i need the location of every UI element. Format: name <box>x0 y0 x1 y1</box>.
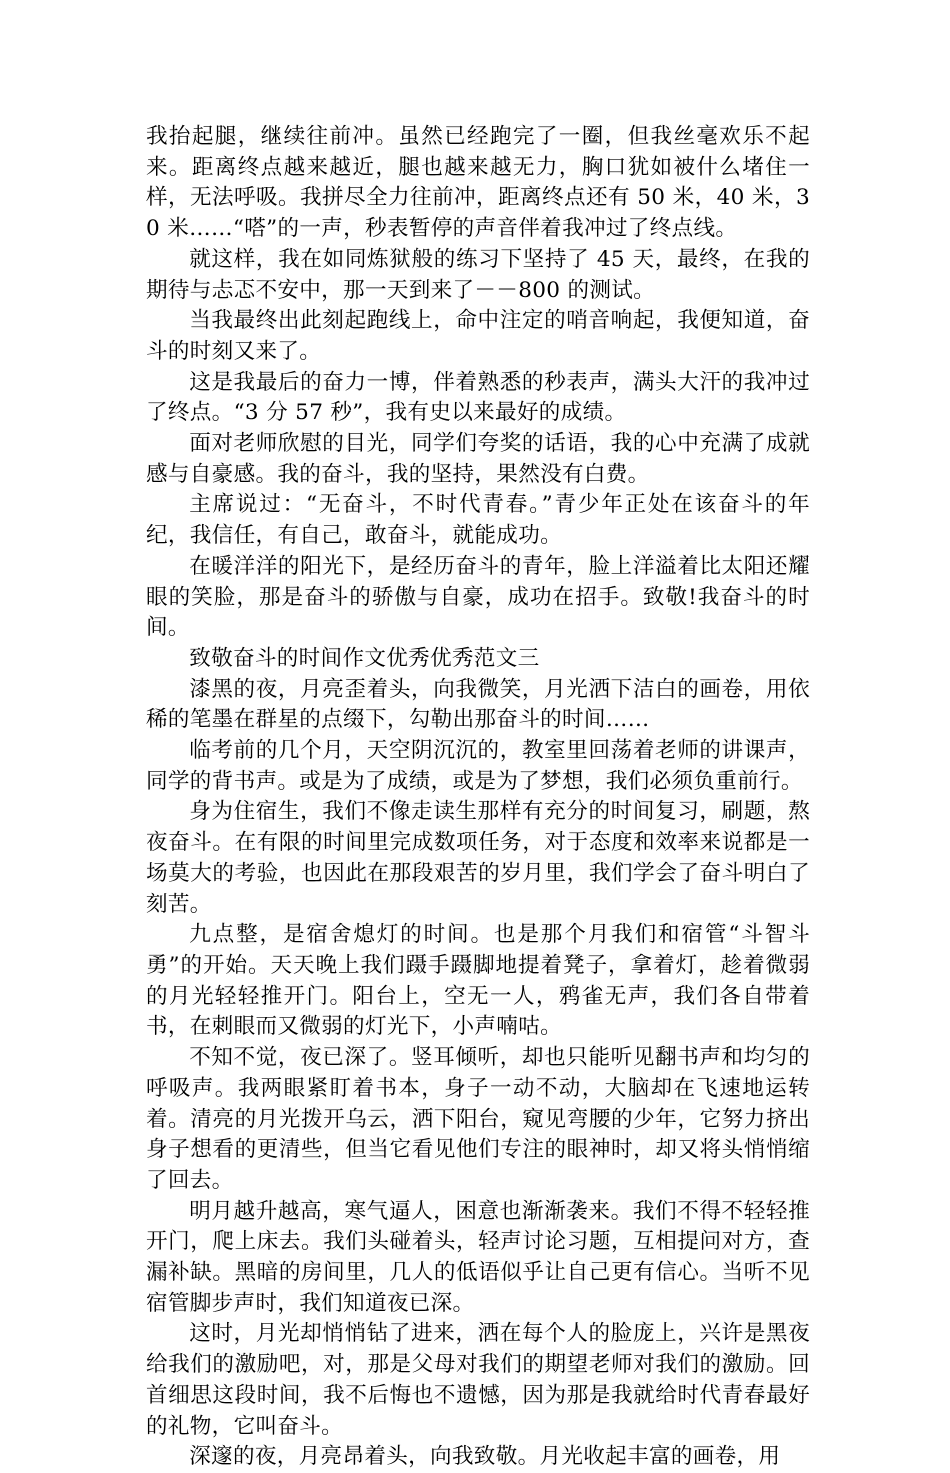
paragraph-late-night: 不知不觉，夜已深了。竖耳倾听，却也只能听见翻书声和均匀的呼吸声。我两眼紧盯着书本，身子一动不动，大脑却在飞速地运转着。清亮的月光拨开乌云，洒下阳台，窥见弯腰的少年，它努力挤出身子想看的更清些，但当它看见他们专注的眼神时，却又将头悄悄缩了回去。 <box>146 1045 810 1193</box>
paragraph-moon-rises: 明月越升越高，寒气逼人，困意也渐渐袭来。我们不得不轻轻推开门，爬上床去。我们头碰着头，轻声讨论习题，互相提问对方，查漏补缺。黑暗的房间里，几人的低语似乎让自己更有信心。当听不见宿管脚步声时，我们知道夜已深。 <box>146 1198 810 1316</box>
paragraph-pride: 面对老师欣慰的目光，同学们夸奖的话语，我的心中充满了成就感与自豪感。我的奋斗，我的坚持，果然没有白费。 <box>146 431 810 487</box>
paragraph-sunshine: 在暖洋洋的阳光下，是经历奋斗的青年，脸上洋溢着比太阳还耀眼的笑脸，那是奋斗的骄傲与自豪，成功在招手。致敬!我奋斗的时间。 <box>146 553 810 641</box>
paragraph-start-line: 当我最终出此刻起跑线上，命中注定的哨音响起，我便知道，奋斗的时刻又来了。 <box>146 308 810 364</box>
paragraph-45-days: 就这样，我在如同炼狱般的练习下坚持了 45 天，最终，在我的期待与忐忑不安中，那一天到来了－－800 的测试。 <box>146 246 810 303</box>
paragraph-quote: 主席说过：“无奋斗，不时代青春。”青少年正处在该奋斗的年纪，我信任，有自己，敢奋斗，就能成功。 <box>146 492 810 549</box>
paragraph-deep-night: 深邃的夜，月亮昂着头，向我致敬。月光收起丰富的画卷，用 <box>189 1444 781 1470</box>
paragraph-before-exam: 临考前的几个月，天空阴沉沉的，教室里回荡着老师的讲课声，同学的背书声。或是为了成绩，或是为了梦想，我们必须负重前行。 <box>146 738 810 794</box>
section-title: 致敬奋斗的时间作文优秀优秀范文三 <box>189 645 540 671</box>
paragraph-lights-out: 九点整，是宿舍熄灯的时间。也是那个月我们和宿管“斗智斗勇”的开始。天天晚上我们蹑手蹑脚地提着凳子，拿着灯，趁着微弱的月光轻轻推开门。阳台上，空无一人，鸦雀无声，我们各自带着书，在刺眼而又微弱的灯光下，小声喃咕。 <box>146 922 810 1040</box>
paragraph-moonlight: 这时，月光却悄悄钻了进来，洒在每个人的脸庞上，兴许是黑夜给我们的激励吧，对，那是父母对我们的期望老师对我们的激励。回首细思这段时间，我不后悔也不遗憾，因为那是我就给时代青春最好的礼物，它叫奋斗。 <box>146 1321 810 1439</box>
paragraph-race-finish: 我抬起腿，继续往前冲。虽然已经跑完了一圈，但我丝毫欢乐不起来。距离终点越来越近，腿也越来越无力，胸口犹如被什么堵住一样，无法呼吸。我拼尽全力往前冲，距离终点还有 50 米，40 米，30 米……“嗒”的一声，秒表暂停的声音伴着我冲过了终点线。 <box>146 124 810 242</box>
paragraph-best-result: 这是我最后的奋力一博，伴着熟悉的秒表声，满头大汗的我冲过了终点。“3 分 57 秒”，我有史以来最好的成绩。 <box>146 369 810 426</box>
document-page <box>146 122 810 1473</box>
paragraph-boarding: 身为住宿生，我们不像走读生那样有充分的时间复习，刷题，熬夜奋斗。在有限的时间里完成数项任务，对于态度和效率来说都是一场莫大的考验，也因此在那段艰苦的岁月里，我们学会了奋斗明白了刻苦。 <box>146 799 810 917</box>
paragraph-dark-night: 漆黑的夜，月亮歪着头，向我微笑，月光洒下洁白的画卷，用依稀的笔墨在群星的点缀下，勾勒出那奋斗的时间…… <box>146 676 810 733</box>
